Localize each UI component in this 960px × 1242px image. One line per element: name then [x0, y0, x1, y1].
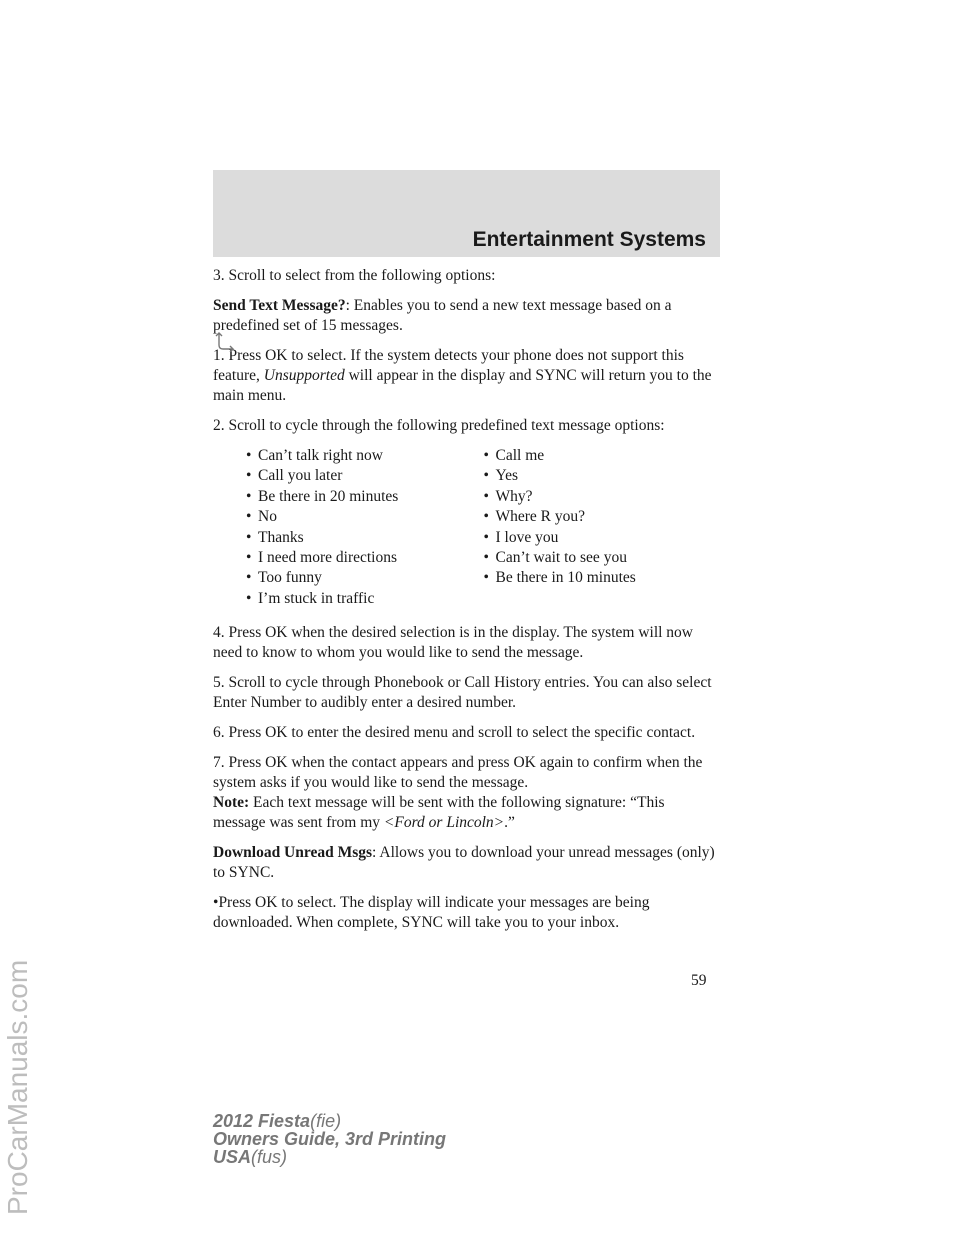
footer-model-line: 2012 Fiesta(fie)	[213, 1111, 342, 1131]
send-step-7: 7. Press OK when the contact appears and press OK again to confirm when the system asks if you would like to send the message.	[213, 754, 703, 792]
bullet-glyph: •	[483, 447, 489, 464]
send-step-6: 6. Press OK to enter the desired menu and scroll to select the specific contact.	[213, 724, 696, 742]
message-option-text: Call you later	[258, 467, 343, 485]
bullet-glyph: •	[246, 467, 252, 485]
message-option	[483, 466, 721, 486]
message-option	[245, 568, 483, 588]
send-step-2: 2. Scroll to cycle through the following predefined text message options:	[213, 417, 665, 434]
message-option-text: Can’t wait to see you	[495, 549, 627, 567]
send-step-5: 5. Scroll to cycle through Phonebook or Call History entries. You can also select Enter Number to audibly enter a desired number.	[213, 674, 712, 712]
message-option-text: Thanks	[258, 528, 304, 546]
message-options-left	[245, 446, 483, 609]
unsupported-text: Unsupported	[263, 367, 345, 384]
bullet-glyph: •	[246, 549, 252, 567]
message-option-text: Be there in 20 minutes	[258, 487, 399, 505]
bullet-glyph: •	[246, 589, 252, 607]
send-text-option	[213, 296, 720, 336]
note-label: Note:	[213, 794, 250, 812]
send-text-desc: : Enables you to send a new text message based on a predefined set of 15 messages.	[213, 297, 672, 334]
footer-guide-line: Owners Guide, 3rd Printing	[213, 1129, 447, 1149]
message-option-text: Why?	[495, 487, 533, 505]
download-bullet: •Press OK to select. The display will indicate your messages are being downloaded. When complete, SYNC will take you to your inbox.	[213, 894, 650, 932]
send-step-1: 1. Press OK to select. If the system detects your phone does not support this feature, Unsupported will appear in the display and SYNC will return you to the main menu.	[213, 347, 712, 404]
watermark: ProCarManuals.com	[2, 959, 33, 1215]
message-option	[245, 528, 483, 548]
message-option-text: I’m stuck in traffic	[258, 589, 375, 607]
message-option-text: Where R you?	[495, 508, 586, 526]
message-option	[245, 446, 483, 466]
message-option-text: I need more directions	[258, 549, 398, 567]
message-option-text: Yes	[495, 467, 519, 485]
message-option-text: Call me	[495, 447, 545, 464]
step-3: 3. Scroll to select from the following options:	[213, 267, 496, 284]
message-option	[483, 507, 721, 527]
bullet-glyph: •	[483, 569, 489, 587]
download-desc: : Allows you to download your unread messages (only) to SYNC.	[213, 844, 715, 882]
signature-note: Note: Each text message will be sent with the following signature: “This message was sent from my <Ford or Lincoln>.”	[213, 794, 665, 832]
note-pencil-icon	[215, 332, 235, 352]
message-option	[483, 548, 721, 568]
message-option-text: Be there in 10 minutes	[495, 569, 636, 587]
send-text-term: Send Text Message?	[213, 297, 346, 314]
bullet-glyph: •	[246, 569, 252, 587]
send-step-4: 4. Press OK when the desired selection is in the display. The system will now need to know to whom you would like to send the message.	[213, 624, 694, 662]
bullet-glyph: •	[246, 447, 252, 464]
message-option-text: Too funny	[258, 569, 322, 587]
message-option	[483, 528, 721, 548]
section-title: Entertainment Systems	[472, 228, 706, 251]
download-option	[213, 843, 720, 883]
bullet-glyph: •	[483, 508, 489, 526]
download-term: Download Unread Msgs	[213, 844, 373, 862]
footer	[213, 1112, 446, 1166]
message-option	[483, 487, 721, 507]
message-option	[245, 507, 483, 527]
bullet-glyph: •	[246, 528, 252, 546]
bullet-glyph: •	[483, 467, 489, 485]
footer-market-line: USA(fus)	[213, 1147, 288, 1167]
message-option	[245, 466, 483, 486]
message-options-right	[483, 446, 721, 609]
page-content	[213, 266, 720, 933]
bullet-glyph: •	[246, 487, 252, 505]
bullet-glyph: •	[483, 528, 489, 546]
page-number: 59	[691, 972, 707, 989]
message-option-text: Can’t talk right now	[258, 447, 383, 464]
section-header	[213, 170, 720, 257]
message-option-text: I love you	[495, 528, 559, 546]
message-options-list	[245, 446, 720, 609]
message-option	[483, 568, 721, 588]
message-option	[245, 589, 483, 609]
message-option	[245, 487, 483, 507]
bullet-glyph: •	[483, 549, 489, 567]
bullet-glyph: •	[483, 487, 489, 505]
message-option-text: No	[258, 508, 277, 526]
message-option	[245, 548, 483, 568]
message-option	[483, 446, 721, 466]
vehicle-brand-placeholder: <Ford or Lincoln>	[383, 814, 505, 832]
bullet-glyph: •	[246, 508, 252, 526]
